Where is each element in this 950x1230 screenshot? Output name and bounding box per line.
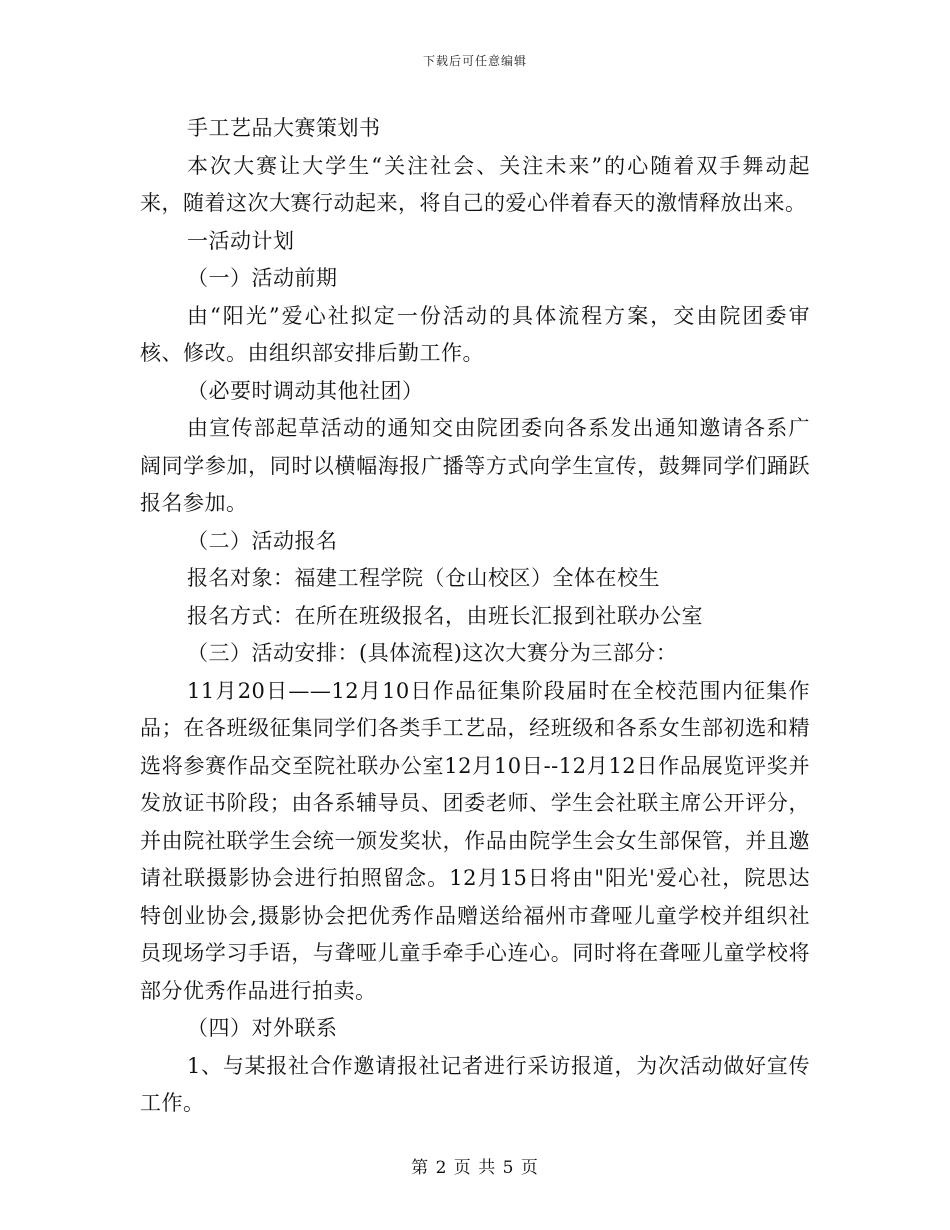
paragraph-registration-method: 报名方式：在所在班级报名，由班长汇报到社联办公室 (187, 603, 703, 628)
subsection-heading-preparation: （一）活动前期 (187, 266, 338, 290)
subsection-heading-registration: （二）活动报名 (187, 528, 338, 553)
paragraph-arrangement: 11月20日——12月10日作品征集阶段届时在全校范围内征集作品；在各班级征集同学们各类手工艺品，经班级和各系女生部初选和精选将参赛作品交至院社联办公室12月10日--12月12日作品展览评奖并发放证书阶段；由各系辅导员、团委老师、学生会社联主席公开评分，并由院社联学生会统一颁发奖状，作品由院学生会女生部保管，并且邀请社联摄影协会进行拍照留念。12月15日将由"阳光'爱心社，院思达特创业协会,摄影协会把优秀作品赠送给福州市聋哑儿童学校并组织社员现场学习手语，与聋哑儿童手牵手心连心。同时将在聋哑儿童学校将部分优秀作品进行拍卖。 (140, 678, 810, 1003)
paragraph-publicity: 由宣传部起草活动的通知交由院团委向各系发出通知邀请各系广阔同学参加，同时以横幅海报广播等方式向学生宣传，鼓舞同学们踊跃报名参加。 (140, 416, 810, 515)
paragraph-registration-target: 报名对象：福建工程学院（仓山校区）全体在校生 (187, 566, 660, 590)
subsection-heading-external: （四）对外联系 (187, 1016, 338, 1040)
document-title: 手工艺品大赛策划书 (187, 116, 381, 140)
subsection-heading-arrangement: （三）活动安排：(具体流程)这次大赛分为三部分： (187, 641, 678, 665)
document-body (140, 110, 810, 1123)
intro-paragraph: 本次大赛让大学生“关注社会、关注未来”的心随着双手舞动起来，随着这次大赛行动起来，将自己的爱心伴着春天的激情释放出来。 (140, 153, 810, 215)
section-heading-plan: 一活动计划 (187, 228, 295, 253)
page-header: 下载后可任意编辑 (422, 54, 527, 68)
paragraph-external-1: 1、与某报社合作邀请报社记者进行采访报道，为次活动做好宣传工作。 (140, 1053, 810, 1115)
paragraph-preparation: 由“阳光”爱心社拟定一份活动的具体流程方案，交由院团委审核、修改。由组织部安排后勤工作。 (140, 303, 810, 365)
page-footer: 第 2 页 共 5 页 (411, 1158, 539, 1178)
paragraph-note: （必要时调动其他社团） (187, 378, 424, 403)
